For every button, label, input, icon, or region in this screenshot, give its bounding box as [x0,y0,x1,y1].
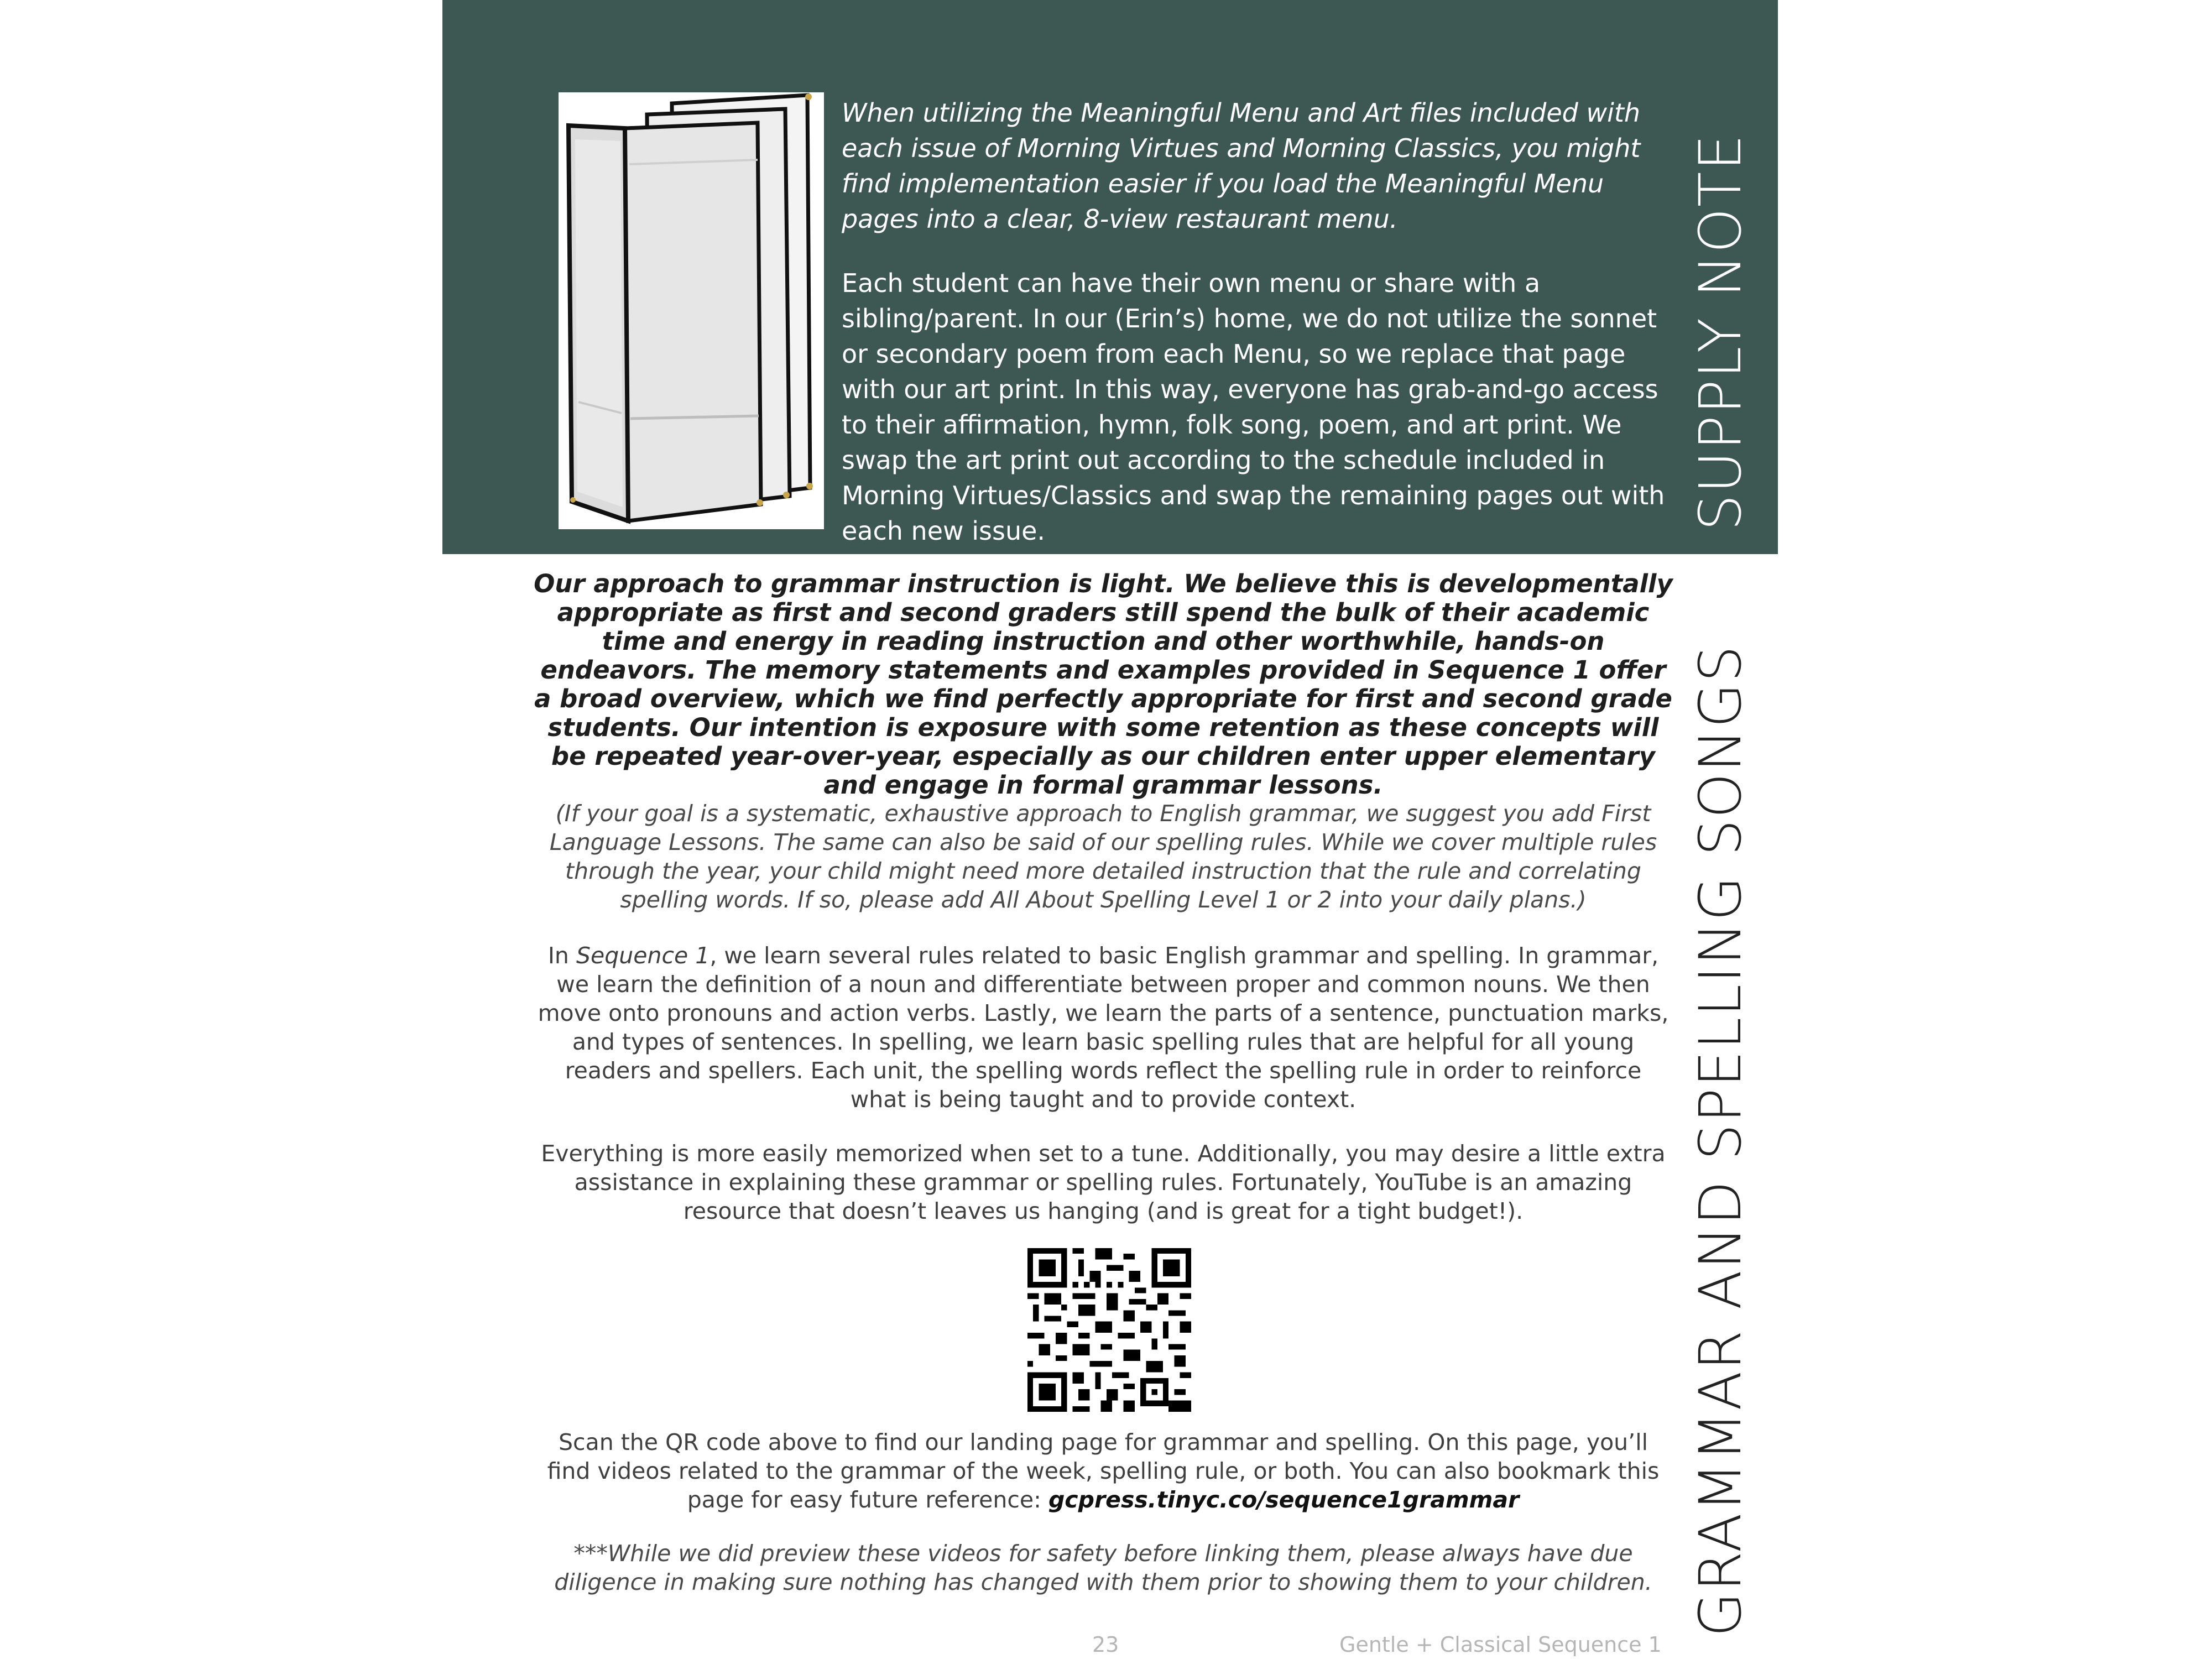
qr-code[interactable] [1027,1248,1191,1412]
footer-title: Gentle + Classical Sequence 1 [1339,1632,1662,1657]
supply-note-body: Each student can have their own menu or share with a sibling/parent. In our (Erin’s) home, we do not utilize the sonnet or secondary poem from each Menu, so we replace that page with our art print. In this way, everyone has grab-and-go access to their affirmation, hymn, folk song, poem, and art print. We swap the art print out according to the schedule included in Morning Virtues/Classics and swap the remaining pages out with each new issue. [842,268,1665,546]
disclaimer-paragraph: ***While we did preview these videos for safety before linking them, please always have due diligence in making sure nothing has changed with them prior to showing them to your children. [554,1540,1652,1595]
supply-note-lead: When utilizing the Meaningful Menu and Art files included with each issue of Morning Virtues and Morning Classics, you might find implementation easier if you load the Meaningful Menu pages into a clear, 8-view restaurant menu. [842,98,1641,234]
grammar-intro-paragraph: Our approach to grammar instruction is light. We believe this is developmentally appropriate as first and second graders still spend the bulk of their academic time and energy in reading instruction and other worthwhile, hands-on endeavors. The memory statements and examples provided in Sequence 1 offer a broad overview, which we find perfectly appropriate for first and second grade students. Our intention is exposure with some retention as these concepts will be repeated year-over-year, especially as our children enter upper elementary and engage in formal grammar lessons. [534,569,1673,800]
sequence-italic: Sequence 1 [576,942,710,969]
grammar-spelling-heading: GRAMMAR AND SPELLING SONGS [1687,644,1754,1637]
scan-paragraph [534,1428,1673,1514]
scan-text: Scan the QR code above to find our landing page for grammar and spelling. On this page, you’ll find videos related to the grammar of the week, spelling rule, or both. You can also bookmark this page for easy future reference: [547,1429,1660,1513]
sequence-rest: , we learn several rules related to basic English grammar and spelling. In grammar, we learn the definition of a noun and differentiate between proper and common nouns. We then move onto pronouns and action verbs. Lastly, we learn the parts of a sentence, punctuation marks, and types of sentences. In spelling, we learn basic spelling rules that are helpful for all young readers and spellers. Each unit, the spelling words reflect the spelling rule in order to reinforce what is being taught and to provide context. [538,942,1669,1113]
sequence-prefix: In [547,942,576,969]
supply-note-text [842,95,1677,549]
grammar-note-paragraph: (If your goal is a systematic, exhaustive approach to English grammar, we suggest you add First Language Lessons. The same can also be said of our spelling rules. While we cover multiple rules through the year, your child might need more detailed instruction that the rule and correlating spelling words. If so, please add All About Spelling Level 1 or 2 into your daily plans.) [549,800,1657,913]
restaurant-menu-photo [559,92,824,529]
document-page [442,0,1778,1659]
tune-paragraph: Everything is more easily memorized when set to a tune. Additionally, you may desire a little extra assistance in explaining these grammar or spelling rules. Fortunately, YouTube is an amazing resource that doesn’t leaves us hanging (and is great for a tight budget!). [541,1140,1666,1224]
landing-page-link[interactable]: gcpress.tinyc.co/sequence1grammar [1048,1486,1520,1513]
supply-note-heading: SUPPLY NOTE [1687,133,1754,531]
sequence-paragraph [534,941,1673,1114]
page-number: 23 [1092,1632,1119,1657]
supply-note-box [442,0,1778,554]
